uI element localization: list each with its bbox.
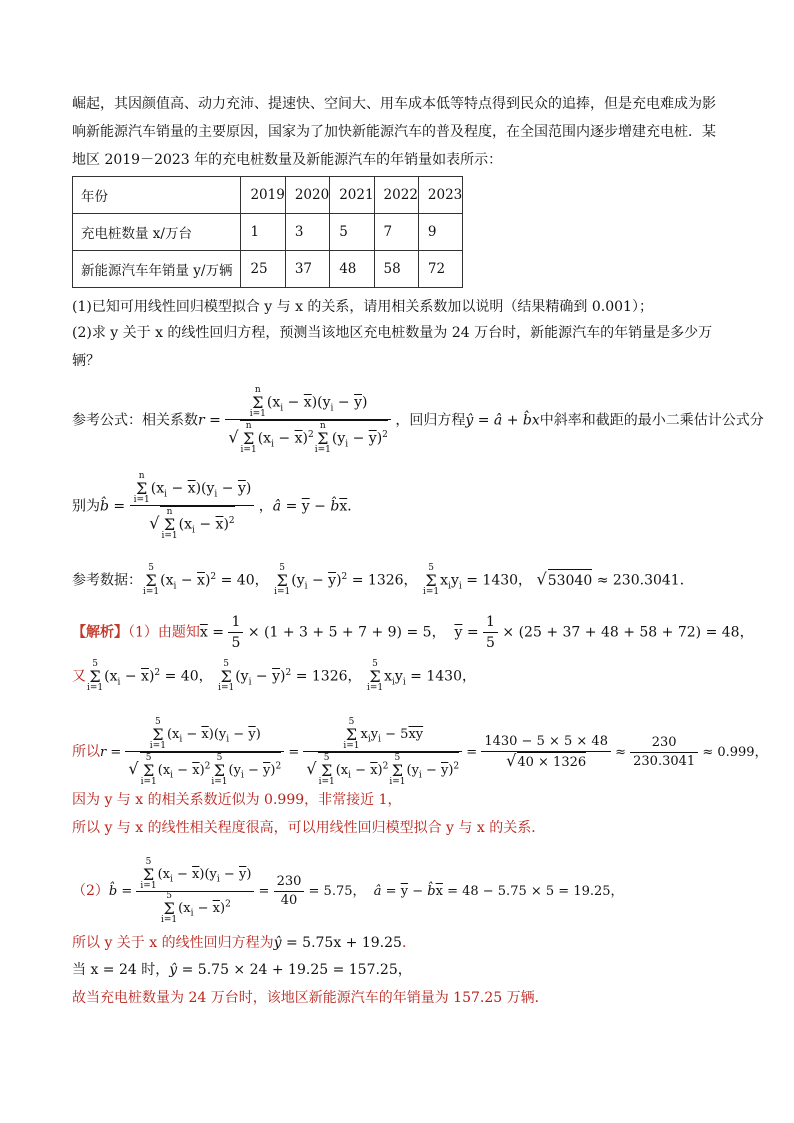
correlation-fraction: n Σ $i=1(x_i - \overline{x})(y_i - \overline{y})$ √n Σ $i=1(x_i - \overline{x})^2n$ Σ $i=1(y_i - \overline{y})^2$: [225, 386, 391, 455]
data-table: [72, 176, 463, 288]
a-eq: = 48 − 5.75 × 5 = 19.25: [447, 884, 611, 899]
ref-label: 参考数据：: [72, 572, 142, 589]
formula-line2-label: 别为: [72, 498, 100, 515]
question-2-line-1: (2)求 y 关于 x 的线性回归方程，预测当该地区充电桩数量为 24 万台时，新能源汽车的年销量是多少万: [72, 325, 713, 341]
formula-tail: 中斜率和截距的最小二乘估计公式分: [539, 412, 764, 429]
eq-line: 所以 y 关于 x 的线性回归方程为: [72, 935, 274, 951]
r-value: ≈ 0.999: [702, 745, 755, 760]
table-cell: 1: [241, 214, 285, 251]
table-cell: 新能源汽车年销量 y/万辆: [73, 251, 241, 288]
table-row: [73, 177, 463, 214]
formula-sep: ，: [258, 498, 273, 515]
table-cell: 5: [330, 214, 374, 251]
so-label: 所以: [72, 744, 100, 760]
intro-line-1: 崛起，其因颜值高、动力充沛、提速快、空间大、用车成本低等特点得到民众的追捧，但是充电难成为影: [72, 96, 716, 112]
when: 当 x = 24 时，: [72, 962, 170, 978]
table-row: [73, 251, 463, 288]
question-1: (1)已知可用线性回归模型拟合 y 与 x 的关系，请用相关系数加以说明（结果精确到 0.001）；: [72, 299, 653, 315]
table-cell: 7: [374, 214, 418, 251]
calc1-num: 1430 − 5 × 5 × 48: [481, 733, 611, 752]
table-cell: 37: [285, 251, 329, 288]
table-cell: 年份: [73, 177, 241, 214]
solution-p1-start: （1）由题知: [128, 624, 200, 641]
table-cell: 72: [418, 251, 462, 288]
ybar-sum: (25 + 37 + 48 + 58 + 72) = 48: [518, 624, 740, 641]
ref-v2: 1326: [367, 572, 404, 589]
solution-slope-calc: （2）b̂ = 5 Σ $i=1(x_i - \overline{x})(y_i - \overline{y})$ 5 Σ $i=1(x_i - \overline{x})^2$ = $\frac{230}{40}$ = 5.75， â = $\overline{y}$ − $b̂\overline{x} = 48 - 5.75 \times 5 = 19.25$，: [72, 857, 624, 925]
table-cell: 充电桩数量 x/万台: [73, 214, 241, 251]
conclusion-2: 所以 y 与 x 的线性相关程度很高，可以用线性回归模型拟合 y 与 x 的关系．: [72, 820, 546, 836]
solution-tag: 【解析】: [72, 624, 128, 641]
solution-means: 【解析】（1）由题知$\overline{x}$ = $\frac{1}{5}$ × (1 + 3 + 5 + 7 + 9) = 5， $\overline{y}$ = $\frac{1}{5}$ × (25 + 37 + 48 + 58 + 72) = 48，: [72, 614, 754, 651]
regression-equation: 所以 y 关于 x 的线性回归方程为ŷ = 5.75x + 19.25．: [72, 935, 416, 951]
calc2-num: 230: [630, 734, 698, 753]
solution-r-calc: 所以r = 5 Σ $i=1(x_i - \overline{x})(y_i - \overline{y})$ √5 Σ $i=1(x_i - \overline{x})^25$ Σ $i=1(y_i - \overline{y})^2$ = 5 Σ $i=1x_iy_i - 5\overline{xy}$ √5 Σ $i=1(x_i - \overline{x})^25$ Σ $i=1(y_i - \overline{y})^2$ = $\frac{1430 - 5 \times 5 \times 48}{√40 \times 1326}$ ≈ $\frac{230}{230.3041}$ ≈ 0.999，: [72, 717, 768, 787]
formula-mid: ，回归方程: [395, 412, 466, 429]
intro-line-3: 地区 2019－2023 年的充电桩数量及新能源汽车的年销量如表所示：: [72, 152, 503, 168]
table-cell: 2023: [418, 177, 462, 214]
table-cell: 2022: [374, 177, 418, 214]
table-cell: 25: [241, 251, 285, 288]
pred: = 5.75 × 24 + 19.25 = 157.25: [181, 962, 398, 978]
reference-data: 参考数据：5 Σ $i=1(x_i - \overline{x})^2 = 40$， 5 Σ $i=1(y_i - \overline{y})^2 = 1326$， 5 Σ $i=1x_iy_i = 1430$， √53040 ≈ 230.3041．: [72, 563, 694, 597]
b-num: 230: [274, 873, 305, 892]
table-cell: 2021: [330, 177, 374, 214]
conclusion-1: 因为 y 与 x 的相关系数近似为 0.999，非常接近 1，: [72, 792, 402, 808]
b-val: = 5.75: [308, 884, 353, 899]
formula-correlation: 参考公式：相关系数r = n Σ $i=1(x_i - \overline{x})(y_i - \overline{y})$ √n Σ $i=1(x_i - \overline{x})^2n$ Σ $i=1(y_i - \overline{y})^2$ ，回归方程ŷ = â + b̂x中斜率和截距的最小二乘估计公式分: [72, 385, 764, 455]
table-row: [73, 214, 463, 251]
xbar-sum: (1 + 3 + 5 + 7 + 9) = 5: [264, 624, 432, 641]
table-cell: 9: [418, 214, 462, 251]
again-label: 又: [72, 668, 86, 685]
ref-v4: 230.3041: [612, 572, 680, 589]
solution-again: 又5 Σ $i=1(x_i - \overline{x})^2 = 40$， 5 Σ $i=1(y_i - \overline{y})^2 = 1326$， 5 Σ $i=1x_iy_i = 1430$，: [72, 659, 476, 693]
b-den: 40: [280, 893, 298, 908]
slope-fraction: n Σ $i=1(x_i - \overline{x})(y_i - \overline{y})$ √n Σ $i=1(x_i - \overline{x})^2$: [130, 472, 255, 541]
p2-start: （2）: [72, 883, 109, 899]
formula-label: 参考公式：相关系数: [72, 412, 198, 429]
ref-v1: 40: [236, 572, 255, 589]
eq: = 5.75x + 19.25: [285, 935, 402, 951]
question-2-line-2: 辆？: [72, 353, 100, 369]
calc2-den: 230.3041: [633, 754, 696, 769]
table-cell: 3: [285, 214, 329, 251]
formula-end: ．: [347, 498, 362, 515]
table-cell: 2020: [285, 177, 329, 214]
ref-v3: 1430: [482, 572, 519, 589]
table-cell: 48: [330, 251, 374, 288]
formula-slope: 别为b̂ = n Σ $i=1(x_i - \overline{x})(y_i - \overline{y})$ √n Σ $i=1(x_i - \overline{x})^2$ ，â = $\overline{y}$ − $b̂\overline{x}$．: [72, 471, 362, 541]
table-cell: 2019: [241, 177, 285, 214]
table-cell: 58: [374, 251, 418, 288]
prediction: 当 x = 24 时，ŷ = 5.75 × 24 + 19.25 = 157.25，: [72, 962, 412, 978]
calc1-den: 40 × 1326: [517, 752, 586, 772]
final-answer: 故当充电桩数量为 24 万台时，该地区新能源汽车的年销量为 157.25 万辆．: [72, 990, 549, 1006]
intro-line-2: 响新能源汽车销量的主要原因，国家为了加快新能源汽车的普及程度，在全国范围内逐步增建充电桩．某: [72, 124, 716, 140]
